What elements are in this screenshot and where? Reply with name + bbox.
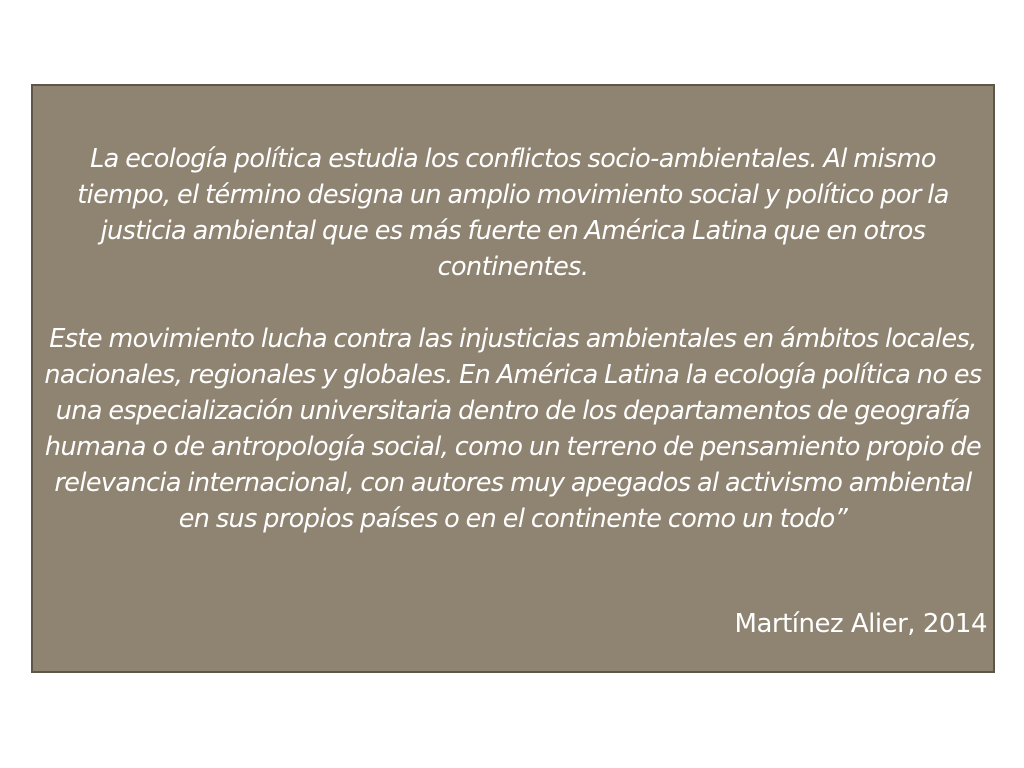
quote-paragraph-1: La ecología política estudia los conflictos socio-ambientales. Al mismo tiempo, el término designa un amplio movimiento social y político por la justicia ambiental que es más fuerte en América Latina que en otros continentes.	[77, 144, 949, 282]
quote-paragraph-2: Este movimiento lucha contra las injusticias ambientales en ámbitos locales, nacionales, regionales y globales. En América Latina la ecología política no es una especialización universitaria dentro de los departamentos de geografía humana o de antropología social, como un terreno de pensamiento propio de relevancia internacional, con autores muy apegados al activismo ambiental en sus propios países o en el continente como un todo”	[44, 324, 982, 534]
quote-text	[43, 141, 983, 537]
quote-attribution: Martínez Alier, 2014	[734, 609, 987, 639]
quote-box	[31, 84, 995, 673]
